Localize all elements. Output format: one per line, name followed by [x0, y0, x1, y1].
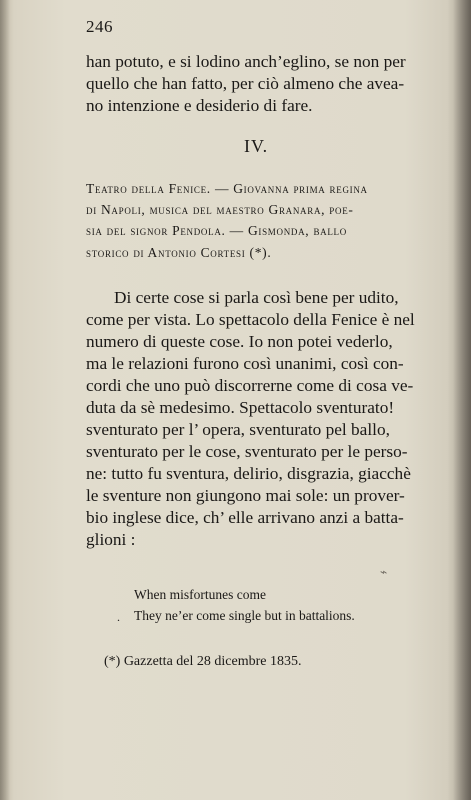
summary-line-2: di Napoli, musica del maestro Granara, poe-	[86, 202, 354, 217]
paper-mark: ⌁	[380, 565, 388, 579]
paragraph-line-1: Di certe cose si parla così bene per udito,	[114, 288, 399, 307]
footnote: (*) Gazzetta del 28 dicembre 1835.	[104, 654, 302, 669]
paragraph-line-6: duta da sè medesimo. Spettacolo sventurato!	[86, 398, 395, 417]
paragraph-line-11: bio inglese dice, ch’ elle arrivano anzi a batta-	[86, 508, 404, 527]
section-heading: IV.	[244, 136, 269, 156]
paragraph-line-9: ne: tutto fu sventura, delirio, disgrazia, giacchè	[86, 464, 411, 483]
opening-line-2: quello che han fatto, per ciò almeno che avea-	[86, 74, 405, 93]
paragraph-line-8: sventurato per le cose, sventurato per le perso-	[86, 442, 408, 461]
paragraph-line-2: come per vista. Lo spettacolo della Fenice è nel	[86, 310, 415, 329]
paragraph-line-3: numero di queste cose. Io non potei vederlo,	[86, 332, 393, 351]
opening-line-3: no intenzione e desiderio di fare.	[86, 96, 313, 115]
opening-line-1: han potuto, e si lodino anch’eglino, se non per	[86, 52, 406, 71]
bullet-mark: .	[117, 610, 120, 624]
summary-line-4: storico di Antonio Cortesi (*).	[86, 245, 272, 260]
paragraph-line-7: sventurato per l’ opera, sventurato pel ballo,	[86, 420, 390, 439]
page-right-shadow	[453, 0, 471, 800]
paragraph-line-5: cordi che uno può discorrerne come di cosa ve-	[86, 376, 414, 395]
page-number: 246	[86, 17, 113, 36]
paragraph-line-10: le sventure non giungono mai sole: un prover-	[86, 486, 405, 505]
paragraph-line-4: ma le relazioni furono così unanimi, così con-	[86, 354, 404, 373]
paragraph-line-12: glioni :	[86, 530, 136, 549]
page-left-shadow	[0, 0, 10, 800]
verse-line-2: They ne’er come single but in battalions.	[134, 608, 355, 623]
summary-line-3: sia del signor Pendola. — Gismonda, ballo	[86, 223, 347, 238]
summary-line-1: Teatro della Fenice. — Giovanna prima regina	[86, 181, 368, 196]
verse-line-1: When misfortunes come	[134, 587, 266, 602]
